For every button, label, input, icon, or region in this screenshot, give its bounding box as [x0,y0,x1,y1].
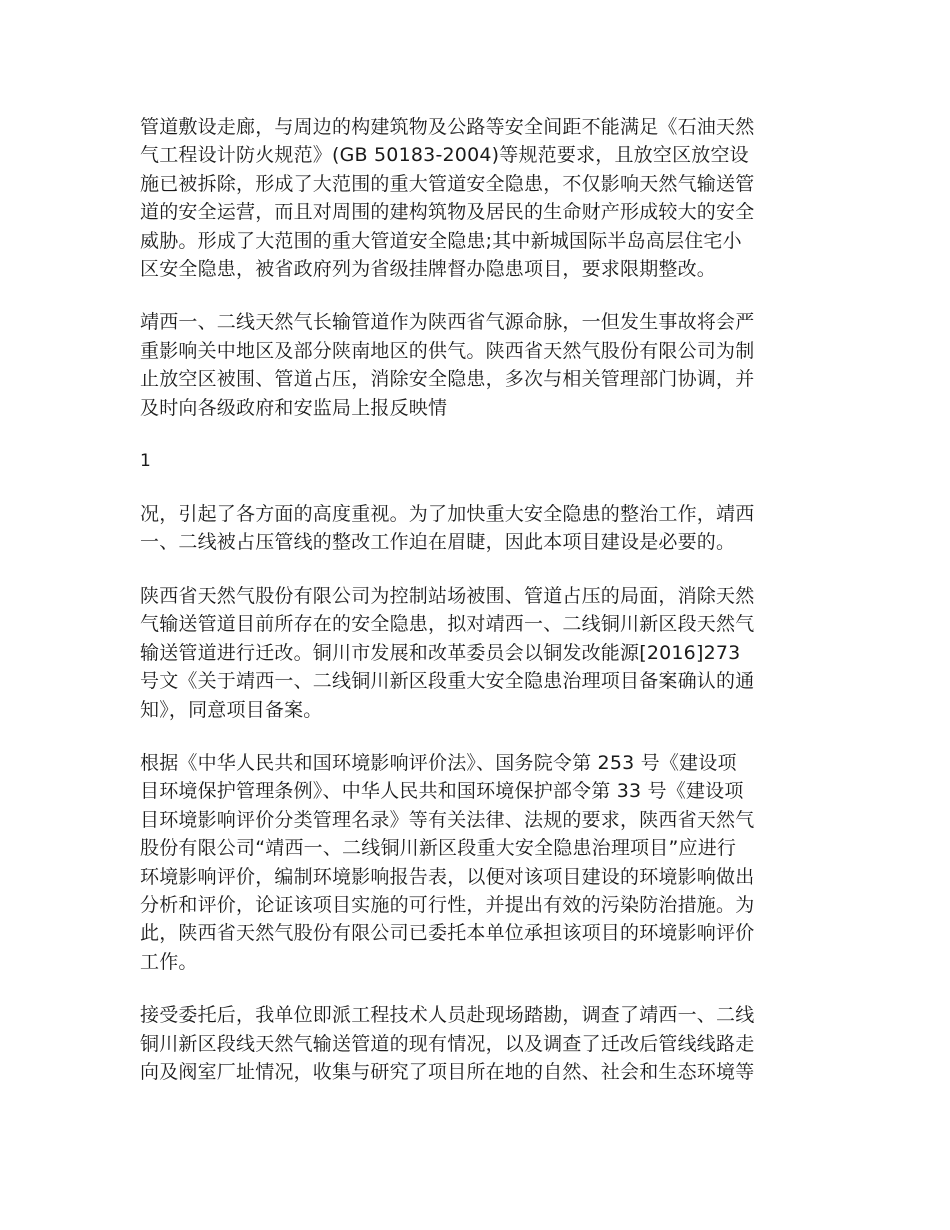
text-line: 此，陕西省天然气股份有限公司已委托本单位承担该项目的环境影响评价 [140,922,755,945]
text-line: 号文《关于靖西一、二线铜川新区段重大安全隐患治理项目备案确认的通 [140,670,755,693]
text-line: 知》，同意项目备案。 [140,698,323,721]
text-line: 道的安全运营，而且对周围的建构筑物及居民的生命财产形成较大的安全 [140,201,755,224]
text-line: 环境影响评价，编制环境影响报告表，以便对该项目建设的环境影响做出 [140,865,755,888]
text-line: 一、二线被占压管线的整改工作迫在眉睫，因此本项目建设是必要的。 [140,531,736,554]
text-line: 向及阀室厂址情况，收集与研究了项目所在地的自然、社会和生态环境等 [140,1060,755,1083]
text-line: 施已被拆除，形成了大范围的重大管道安全隐患，不仅影响天然气输送管 [140,172,755,195]
text-line: 管道敷设走廊，与周边的构建筑物及公路等安全间距不能满足《石油天然 [140,116,755,138]
text-line: 止放空区被围、管道占压，消除安全隐患，多次与相关管理部门协调，并 [140,368,755,391]
text-line: 靖西一、二线天然气长输管道作为陕西省气源命脉，一但发生事故将会严 [140,311,755,334]
text-line: 况，引起了各方面的高度重视。为了加快重大安全隐患的整治工作，靖西 [140,503,755,526]
text-line: 工作。 [140,950,198,973]
text-line: 接受委托后，我单位即派工程技术人员赴现场踏勘，调查了靖西一、二线 [140,1004,755,1027]
text-line: 气输送管道目前所存在的安全隐患，拟对靖西一、二线铜川新区段天然气 [140,613,755,636]
text-line: 威胁。形成了大范围的重大管道安全隐患;其中新城国际半岛高层住宅小 [140,229,742,252]
text-line: 根据《中华人民共和国环境影响评价法》、国务院令第 253 号《建设项 [140,751,737,774]
paragraph-site-survey [140,1001,812,1086]
paragraph-legal-basis [140,749,812,976]
text-line: 及时向各级政府和安监局上报反映情 [140,396,448,419]
paragraph-relocation [140,582,812,724]
text-line: 气工程设计防火规范》(GB 50183-2004)等规范要求，且放空区放空设 [140,144,749,167]
text-line: 股份有限公司“靖西一、二线铜川新区段重大安全隐患治理项目”应进行 [140,837,737,860]
text-line: 分析和评价，论证该项目实施的可行性，并提出有效的污染防治措施。为 [140,893,755,916]
page-number: 1 [140,451,151,472]
text-line: 重影响关中地区及部分陕南地区的供气。陕西省天然气股份有限公司为制 [140,339,755,362]
text-line: 目环境保护管理条例》、中华人民共和国环境保护部令第 33 号《建设项 [140,780,744,803]
text-line: 区安全隐患，被省政府列为省级挂牌督办隐患项目，要求限期整改。 [140,258,717,281]
text-line: 目环境影响评价分类管理名录》等有关法律、法规的要求，陕西省天然气 [140,808,755,831]
paragraph-gas-lifeline [140,308,812,422]
paragraph-necessity [140,500,812,557]
text-line: 铜川新区段线天然气输送管道的现有情况，以及调查了迁改后管线线路走 [140,1032,755,1055]
paragraph-pipeline-safety [140,113,812,283]
text-line: 陕西省天然气股份有限公司为控制站场被围、管道占压的局面，消除天然 [140,584,755,607]
document-page [140,113,812,1111]
text-line: 输送管道进行迁改。铜川市发展和改革委员会以铜发改能源[2016]273 [140,641,741,664]
